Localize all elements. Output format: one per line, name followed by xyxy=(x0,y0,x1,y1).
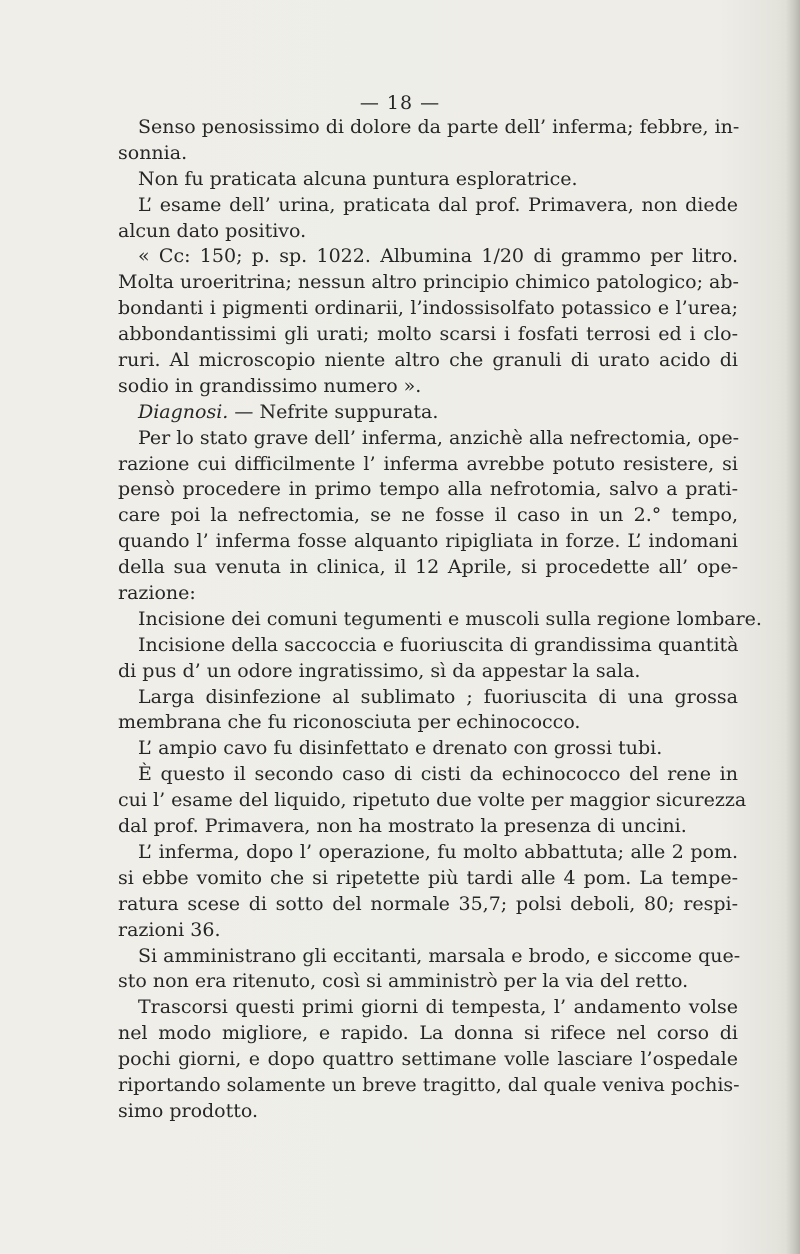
text-line: Incisione della saccoccia e fuoriuscita di grandissima quantità xyxy=(138,633,739,656)
text-line: Si amministrano gli eccitanti, marsala e brodo, e siccome que- xyxy=(138,944,741,967)
text-line: Per lo stato grave dell’ inferma, anzichè alla nefrectomia, ope- xyxy=(138,426,739,449)
text-line: Incisione dei comuni tegumenti e muscoli sulla regione lombare. xyxy=(138,607,762,630)
text-line: « Cc: 150; p. sp. 1022. Albumina 1/20 di grammo per litro. xyxy=(138,245,738,268)
text-line: riportando solamente un breve tragitto, dal quale veniva pochis- xyxy=(118,1073,740,1096)
text-line: abbondantissimi gli urati; molto scarsi i fosfati terrosi ed i clo- xyxy=(118,323,738,346)
text-line: dal prof. Primavera, non ha mostrato la presenza di uncini. xyxy=(118,815,687,838)
text-line: L’ inferma, dopo l’ operazione, fu molto abbattuta; alle 2 pom. xyxy=(138,840,738,863)
text-line: Non fu praticata alcuna puntura esploratrice. xyxy=(138,167,578,190)
text-line: bondanti i pigmenti ordinarii, l’indossisolfato potassico e l’urea; xyxy=(118,297,738,320)
text-line: simo prodotto. xyxy=(118,1099,259,1122)
text-line: sto non era ritenuto, così si amministrò per la via del retto. xyxy=(118,970,689,993)
text-line: L’ ampio cavo fu disinfettato e drenato con grossi tubi. xyxy=(138,737,663,760)
text-line: pensò procedere in primo tempo alla nefrotomia, salvo a prati- xyxy=(118,478,738,501)
body-text xyxy=(118,115,762,1125)
text-line: nel modo migliore, e rapido. La donna si rifece nel corso di xyxy=(118,1022,738,1045)
text-line: di pus d’ un odore ingratissimo, sì da appestar la sala. xyxy=(118,659,641,682)
text-line: si ebbe vomito che si ripetette più tardi alle 4 pom. La tempe- xyxy=(118,866,738,889)
text-line: Molta uroeritrina; nessun altro principio chimico patologico; ab- xyxy=(118,271,739,294)
text-line: Larga disinfezione al sublimato ; fuoriuscita di una grossa xyxy=(138,685,738,708)
diagnosis-text: Nefrite suppurata. xyxy=(259,400,439,423)
text-line: quando l’ inferma fosse alquanto ripigliata in forze. L’ indomani xyxy=(118,530,738,553)
text-line: È questo il secondo caso di cisti da echinococco del rene in xyxy=(138,763,738,786)
text-line: razione: xyxy=(118,582,196,605)
diagnosis-line xyxy=(118,400,738,426)
text-line: alcun dato positivo. xyxy=(118,219,307,242)
text-line: care poi la nefrectomia, se ne fosse il caso in un 2.° tempo, xyxy=(118,504,738,527)
text-line: L’ esame dell’ urina, praticata dal prof. Primavera, non diede xyxy=(138,193,738,216)
text-line: cui l’ esame del liquido, ripetuto due volte per maggior sicurezza xyxy=(118,789,747,812)
diagnosis-dash: — xyxy=(228,400,260,423)
text-line: pochi giorni, e dopo quattro settimane volle lasciare l’ospedale xyxy=(118,1048,738,1071)
text-line: razione cui difficilmente l’ inferma avrebbe potuto resistere, si xyxy=(118,452,738,475)
text-line: sodio in grandissimo numero ». xyxy=(118,374,422,397)
text-line: razioni 36. xyxy=(118,918,221,941)
diagnosis-label: Diagnosi. xyxy=(138,400,229,423)
page-number: — 18 — xyxy=(359,92,441,114)
text-line: membrana che fu riconosciuta per echinococco. xyxy=(118,711,581,734)
text-line: ruri. Al microscopio niente altro che granuli di urato acido di xyxy=(118,349,738,372)
text-line: della sua venuta in clinica, il 12 Aprile, si procedette all’ ope- xyxy=(118,556,738,579)
text-line: Senso penosissimo di dolore da parte dell’ inferma; febbre, in- xyxy=(138,116,740,138)
text-line: ratura scese di sotto del normale 35,7; polsi deboli, 80; respi- xyxy=(118,892,738,915)
page-edge-shadow xyxy=(786,0,800,1254)
text-line: Trascorsi questi primi giorni di tempesta, l’ andamento volse xyxy=(138,996,738,1019)
text-line: sonnia. xyxy=(118,141,188,164)
